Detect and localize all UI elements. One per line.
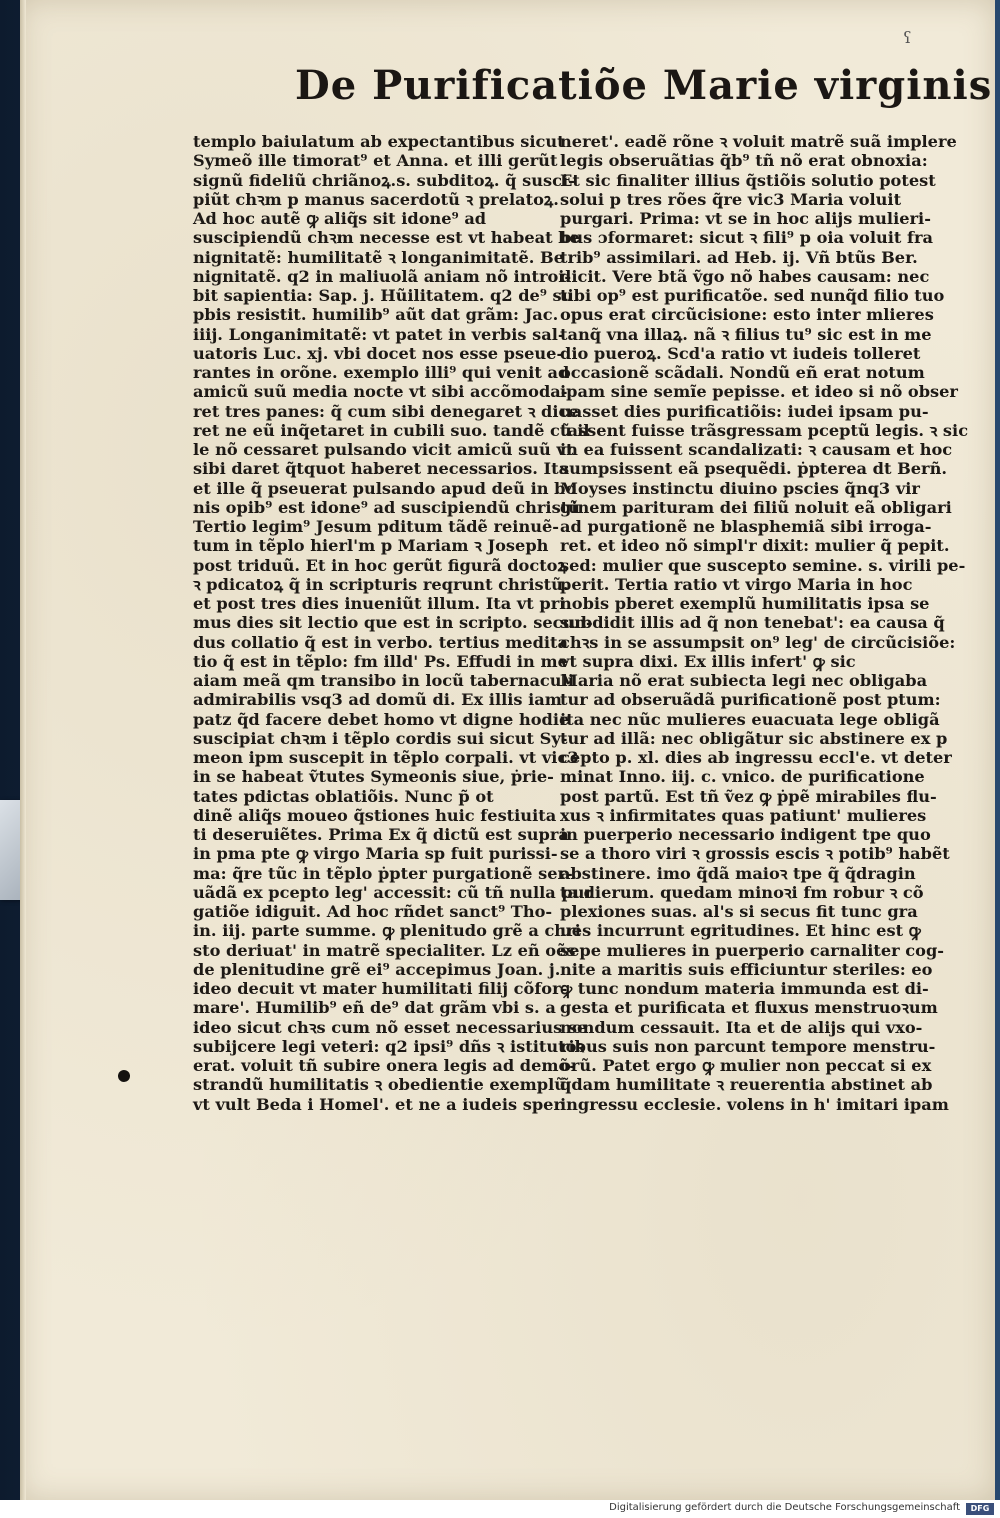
text-line: de plenitudine grẽ ei⁹ accepimus Joan. j. bbox=[193, 959, 561, 979]
text-line: et ille q̃ pseuerat pulsando apud deũ in bo bbox=[193, 478, 577, 498]
text-line: ingressu ecclesie. volens in h' imitari ipam bbox=[560, 1094, 949, 1114]
text-line: pbis resistit. humilib⁹ aũt dat grãm: Jac. bbox=[193, 305, 559, 325]
text-line: signũ fideliũ chriãnoꝝ.s. subditoꝝ. q̃ susci- bbox=[193, 170, 575, 190]
text-line: suscipiendũ chꝛm necesse est vt habeat be bbox=[193, 228, 580, 248]
text-line: xus ꝛ infirmitates quas patiunt' mulieres bbox=[560, 805, 927, 825]
text-line: Maria nõ erat subiecta legi nec obligaba bbox=[560, 671, 928, 690]
text-line: tum in tẽplo hierl'm p Mariam ꝛ Joseph bbox=[193, 536, 549, 556]
text-line: ginem parituram dei filiũ noluit eã obligari bbox=[560, 497, 952, 517]
text-line: nignitatẽ: humilitatẽ ꝛ longanimitatẽ. Be bbox=[193, 247, 565, 267]
text-line: ret. et ideo nõ simpl'r dixit: mulier q̃ pepit. bbox=[560, 536, 950, 556]
text-line: se a thoro viri ꝛ grossis escis ꝛ potib⁹ habẽt bbox=[560, 844, 950, 864]
text-line: sibi daret q̃tquot haberet necessarios. Ita bbox=[193, 459, 570, 479]
text-line: templo baiulatum ab expectantibus sicut bbox=[193, 132, 565, 151]
text-line: in. iij. parte summe. ꝙ plenitudo grẽ a chri bbox=[193, 921, 581, 941]
text-line: tassent fuisse trãsgressam pceptũ legis. ꝛ sic bbox=[560, 420, 969, 440]
text-line: plexiones suas. al's si secus fit tunc gra bbox=[560, 902, 918, 921]
page-heading: De Purificatiõe Marie virginis bbox=[295, 62, 993, 109]
text-line: Et sic finaliter illius q̃stiõis solutio potest bbox=[560, 170, 936, 190]
text-line: dus collatio q̃ est in verbo. tertius medita bbox=[193, 632, 569, 652]
text-line: et post tres dies inueniũt illum. Ita vt pri bbox=[193, 594, 566, 613]
text-line: ꝙ tunc nondum materia immunda est di- bbox=[560, 979, 929, 998]
text-line: sed: mulier que suscepto semine. s. virili pe- bbox=[560, 555, 966, 575]
text-line: ret ne eũ inq̃etaret in cubili suo. tandẽ cũ il bbox=[193, 420, 590, 440]
text-line: bus ɔformaret: sicut ꝛ fili⁹ p oia voluit fra bbox=[560, 228, 934, 248]
text-line: ta dierum. quedam minoꝛi fm robur ꝛ cõ bbox=[560, 882, 924, 902]
text-line: neret'. eadẽ rõne ꝛ voluit matrẽ suã implere bbox=[560, 132, 957, 151]
text-line: suscipiat chꝛm i tẽplo cordis sui sicut Sy- bbox=[193, 728, 568, 748]
text-line: uãdã ex pcepto leg' accessit: cũ tñ nulla pur bbox=[193, 882, 594, 902]
text-line: strandũ humilitatis ꝛ obedientie exemplũ bbox=[193, 1075, 566, 1095]
text-line: orũ. Patet ergo ꝙ mulier non peccat si ex bbox=[560, 1056, 932, 1075]
text-line: Symeõ ille timorat⁹ et Anna. et illi gerũt bbox=[193, 151, 558, 171]
text-line: dinẽ aliq̃s moueo q̃stiones huic festiuita bbox=[193, 805, 557, 825]
text-line: ꝛ pdicatoꝝ q̃ in scripturis reqrunt christũ. bbox=[193, 574, 569, 594]
text-line: occasionẽ scãdali. Nondũ eñ erat notum bbox=[560, 363, 925, 382]
text-line: admirabilis vsq3 ad domũ di. Ex illis iam bbox=[193, 690, 562, 710]
right-text-column bbox=[560, 132, 969, 1114]
text-line: tur ad illã: nec obligãtur sic abstinere ex p bbox=[560, 728, 948, 748]
text-line: erat. voluit tñ subire onera legis ad demõ- bbox=[193, 1056, 577, 1075]
text-line: chꝛs in se assumpsit on⁹ leg' de circũcisiõe: bbox=[560, 632, 956, 652]
dfg-logo: DFG bbox=[966, 1503, 994, 1515]
text-line: tio q̃ est in tẽplo: fm illd' Ps. Effudi in me bbox=[193, 651, 568, 671]
text-line: ma: q̃re tũc in tẽplo ṗpter purgationẽ ser- bbox=[193, 863, 573, 883]
text-line: amicũ suũ media nocte vt sibi accõmoda- bbox=[193, 382, 568, 402]
text-line: post triduũ. Et in hoc gerũt figurã doctoꝝ bbox=[193, 555, 567, 575]
text-line: uatoris Luc. xj. vbi docet nos esse pseue- bbox=[193, 343, 564, 363]
text-line: iiij. Longanimitatẽ: vt patet in verbis sal- bbox=[193, 324, 565, 344]
text-line: subdidit illis ad q̃ non tenebat': ea causa q̃ bbox=[560, 613, 945, 633]
text-line: nobis pberet exemplũ humilitatis ipsa se bbox=[560, 594, 930, 613]
text-line: solui p tres rões q̃re vic3 Maria voluit bbox=[560, 189, 902, 209]
text-line: tibi op⁹ est purificatõe. sed nunq̃d filio tuo bbox=[560, 286, 945, 305]
corner-mark: ʕ bbox=[903, 28, 912, 47]
text-line: piũt chꝛm p manus sacerdotũ ꝛ prelatoꝝ. bbox=[193, 189, 559, 209]
text-line: bit sapientia: Sap. j. Hũilitatem. q2 de⁹ su bbox=[193, 286, 574, 305]
text-line: meon ipm suscepit in tẽplo corpali. vt vic3 bbox=[193, 748, 579, 767]
page-edge bbox=[20, 0, 26, 1500]
text-line: ad purgationẽ ne blasphemiã sibi irroga- bbox=[560, 517, 932, 536]
text-line: tanq̃ vna illaꝝ. nã ꝛ filius tu⁹ sic est in me bbox=[560, 324, 932, 344]
text-line: opus erat circũcisione: esto inter mlieres bbox=[560, 305, 934, 325]
footer-credit: Digitalisierung gefördert durch die Deutsche Forschungsgemeinschaft bbox=[609, 1502, 960, 1513]
footer-bar bbox=[0, 1500, 1000, 1518]
text-line: legis obseruãtias q̃b⁹ tñ nõ erat obnoxia: bbox=[560, 151, 928, 171]
text-line: purgari. Prima: vt se in hoc alijs mulieri- bbox=[560, 209, 931, 228]
text-line: le nõ cessaret pulsando vicit amicũ suũ vt bbox=[193, 440, 574, 459]
text-line: cepto p. xl. dies ab ingressu eccl'e. vt deter bbox=[560, 748, 952, 767]
text-line: in pma pte ꝙ virgo Maria sp fuit purissi- bbox=[193, 844, 558, 864]
text-line: nondum cessauit. Ita et de alijs qui vxo- bbox=[560, 1017, 923, 1037]
text-line: ipam sine semĩe pepisse. et ideo si nõ obser bbox=[560, 382, 958, 402]
text-line: ti deseruiẽtes. Prima Ex q̃ dictũ est supra bbox=[193, 825, 569, 844]
text-line: q̃dam humilitate ꝛ reuerentia abstinet ab bbox=[560, 1075, 933, 1095]
text-line: sepe mulieres in puerperio carnaliter cog- bbox=[560, 940, 944, 960]
text-line: in ea fuissent scandalizati: ꝛ causam et hoc bbox=[560, 440, 953, 459]
text-line: ideo decuit vt mater humilitati filij cõfor- bbox=[193, 979, 568, 998]
text-line: vt supra dixi. Ex illis infert' ꝙ sic bbox=[560, 651, 856, 671]
text-line: nite a maritis suis efficiuntur steriles: eo bbox=[560, 959, 933, 979]
text-line: perit. Tertia ratio vt virgo Maria in hoc bbox=[560, 574, 913, 594]
text-line: uasset dies purificatiõis: iudei ipsam pu- bbox=[560, 401, 929, 421]
text-line: minat Inno. iij. c. vnico. de purificatione bbox=[560, 767, 925, 787]
text-line: sumpsissent eã psequẽdi. ṗpterea dt Berñ. bbox=[560, 459, 947, 479]
text-line: ues incurrunt egritudines. Et hinc est ꝙ bbox=[560, 921, 921, 941]
text-line: mare'. Humilib⁹ eñ de⁹ dat grãm vbi s. a bbox=[193, 998, 556, 1018]
text-line: vt vult Beda i Homel'. et ne a iudeis sper bbox=[193, 1094, 562, 1114]
text-line: Moyses instinctu diuino pscies q̃nq3 vir bbox=[560, 478, 920, 498]
text-line: ita nec nũc mulieres euacuata lege obligã bbox=[560, 709, 940, 729]
text-line: ret tres panes: q̃ cum sibi denegaret ꝛ dice bbox=[193, 401, 579, 421]
text-line: in puerperio necessario indigent tpe quo bbox=[560, 825, 931, 844]
text-line: abstinere. imo q̃dã maioꝛ tpe q̃ q̃dragin bbox=[560, 863, 916, 883]
text-line: tates pdictas oblatiõis. Nunc p̃ ot bbox=[193, 786, 494, 806]
text-line: aiam meã qm transibo in locũ tabernaculi bbox=[193, 671, 574, 690]
text-line: dicit. Vere btã ṽgo nõ habes causam: nec bbox=[560, 266, 930, 286]
text-line: gesta et purificata et fluxus menstruoꝛum bbox=[560, 998, 938, 1018]
text-line: tur ad obseruãdã purificationẽ post ptum: bbox=[560, 690, 941, 710]
text-line: ribus suis non parcunt tempore menstru- bbox=[560, 1036, 936, 1056]
text-line: patz q̃d facere debet homo vt digne hodie bbox=[193, 709, 570, 729]
text-line: nignitatẽ. q2 in maliuolã aniam nõ introi- bbox=[193, 266, 572, 286]
text-line: rantes in orõne. exemplo illi⁹ qui venit ad bbox=[193, 363, 570, 382]
text-line: sto deriuat' in matrẽ specialiter. Lz eñ oẽs bbox=[193, 940, 576, 960]
text-line: trib⁹ assimilari. ad Heb. ij. Vñ btũs Ber. bbox=[560, 247, 918, 267]
text-line: post partũ. Est tñ ṽez ꝙ ṗpẽ mirabiles flu- bbox=[560, 786, 937, 806]
text-line: gatiõe idiguit. Ad hoc rñdet sanct⁹ Tho- bbox=[193, 902, 553, 921]
text-line: ideo sicut chꝛs cum nõ esset necessarius se bbox=[193, 1017, 588, 1037]
text-line: mus dies sit lectio que est in scripto. secun- bbox=[193, 613, 593, 633]
left-text-column bbox=[193, 132, 594, 1114]
text-line: subijcere legi veteri: q2 ipsi⁹ dñs ꝛ istitutoꝛ bbox=[193, 1036, 585, 1056]
text-line: in se habeat ṽtutes Symeonis siue, ṗrie- bbox=[193, 767, 554, 787]
text-line: Ad hoc autẽ ꝙ aliq̃s sit idone⁹ ad bbox=[193, 209, 487, 228]
text-line: dio pueroꝝ. Scd'a ratio vt iudeis tolleret bbox=[560, 343, 921, 363]
text-line: nis opib⁹ est idone⁹ ad suscipiendũ christũ bbox=[193, 497, 580, 517]
ink-blot bbox=[118, 1070, 130, 1082]
text-line: Tertio legim⁹ Jesum pditum tãdẽ reinuẽ- bbox=[193, 517, 559, 536]
